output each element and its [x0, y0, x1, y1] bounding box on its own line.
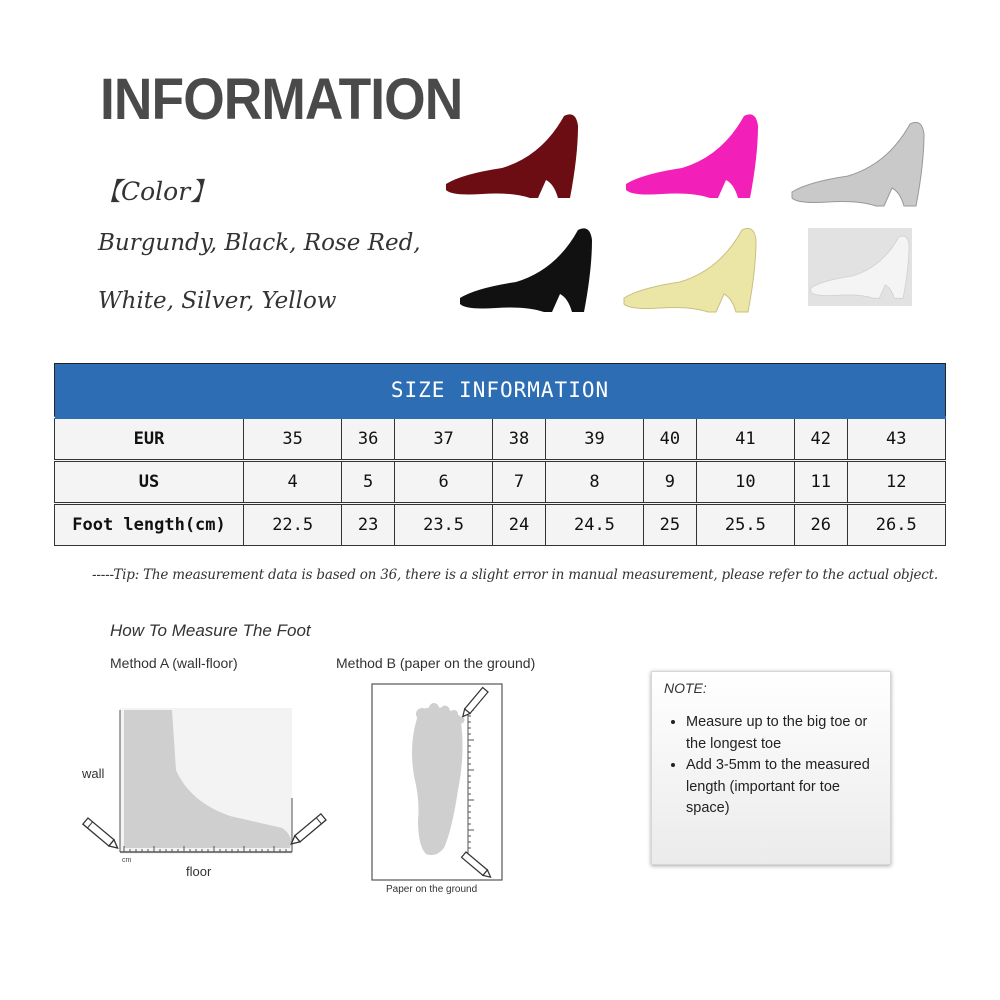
- black-shoe-body: [460, 228, 592, 312]
- note-item-1: • Measure up to the big toe or the longest toe: [686, 712, 886, 755]
- size-cell: 26: [795, 504, 848, 546]
- measurement-tip: -----Tip: The measurement data is based on 36, there is a slight error in manual measurement, please refer to the actual object.: [92, 567, 938, 583]
- size-cell: 25: [644, 504, 697, 546]
- note-title: NOTE:: [664, 680, 707, 696]
- size-cell: 8: [545, 461, 643, 504]
- size-cell: 43: [847, 418, 945, 461]
- white-shoe-body: [811, 236, 909, 298]
- size-row-label: EUR: [55, 418, 244, 461]
- size-row-us: [55, 461, 946, 504]
- toe-2: [429, 703, 439, 713]
- size-cell: 9: [644, 461, 697, 504]
- toe-4: [450, 710, 458, 718]
- pencil-right-icon: [289, 814, 326, 847]
- note-box: [651, 671, 891, 865]
- size-cell: 23: [342, 504, 395, 546]
- rose-red-shoe-body: [626, 114, 758, 198]
- size-row-eur: [55, 418, 946, 461]
- toe-1: [416, 708, 428, 720]
- size-row-label: US: [55, 461, 244, 504]
- white-shoe-icon: [808, 228, 912, 306]
- size-cell: 7: [493, 461, 546, 504]
- yellow-shoe-icon: [620, 220, 760, 320]
- color-heading: 【Color】: [96, 177, 216, 206]
- size-cell: 42: [795, 418, 848, 461]
- toe-3: [441, 706, 450, 715]
- size-cell: 24: [493, 504, 546, 546]
- size-cell: 4: [244, 461, 342, 504]
- color-list-line-1: Burgundy, Black, Rose Red,: [98, 230, 421, 256]
- rose-red-shoe-icon: [622, 106, 762, 206]
- paper-label: Paper on the ground: [386, 884, 478, 895]
- size-cell: 11: [795, 461, 848, 504]
- size-cell: 36: [342, 418, 395, 461]
- size-table: [54, 363, 946, 546]
- wall-label: wall: [82, 766, 105, 781]
- size-cell: 38: [493, 418, 546, 461]
- note-item-2: • Add 3-5mm to the measured length (important for toe space): [686, 755, 886, 820]
- size-cell: 41: [696, 418, 794, 461]
- size-cell: 12: [847, 461, 945, 504]
- silver-shoe-body: [792, 122, 924, 206]
- size-cell: 6: [394, 461, 492, 504]
- method-a-label: Method A (wall-floor): [110, 655, 238, 671]
- measure-heading: How To Measure The Foot: [110, 621, 311, 640]
- size-cell: 10: [696, 461, 794, 504]
- page-title: INFORMATION: [100, 67, 463, 132]
- size-cell: 24.5: [545, 504, 643, 546]
- cm-label: cm: [122, 857, 132, 864]
- size-cell: 25.5: [696, 504, 794, 546]
- paper-diagram: [360, 680, 510, 900]
- size-cell: 26.5: [847, 504, 945, 546]
- toe-5: [458, 717, 465, 724]
- wall-floor-diagram: [80, 690, 340, 890]
- size-cell: 39: [545, 418, 643, 461]
- floor-label: floor: [186, 864, 212, 879]
- size-cell: 40: [644, 418, 697, 461]
- size-cell: 35: [244, 418, 342, 461]
- size-row-foot-length-cm: [55, 504, 946, 546]
- size-table-title: SIZE INFORMATION: [55, 364, 946, 418]
- size-cell: 5: [342, 461, 395, 504]
- silver-shoe-icon: [788, 114, 928, 214]
- size-row-label: Foot length(cm): [55, 504, 244, 546]
- size-cell: 37: [394, 418, 492, 461]
- size-cell: 22.5: [244, 504, 342, 546]
- burgundy-shoe-icon: [442, 106, 582, 206]
- note-list: [660, 712, 886, 820]
- method-b-label: Method B (paper on the ground): [336, 655, 536, 671]
- color-list-line-2: White, Silver, Yellow: [98, 288, 337, 314]
- yellow-shoe-body: [624, 228, 756, 312]
- black-shoe-icon: [456, 220, 596, 320]
- pencil-left-icon: [83, 818, 120, 851]
- burgundy-shoe-body: [446, 114, 578, 198]
- size-cell: 23.5: [394, 504, 492, 546]
